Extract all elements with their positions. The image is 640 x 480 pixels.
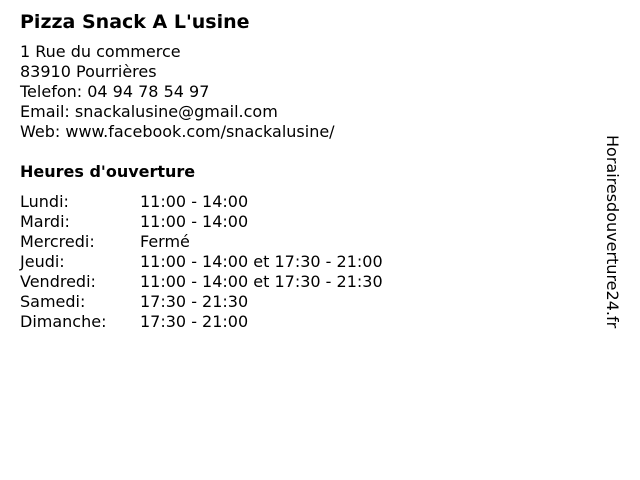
day-hours: 17:30 - 21:30 xyxy=(140,292,249,311)
hours-row-monday xyxy=(20,192,383,212)
day-label: Mardi: xyxy=(20,212,70,231)
day-label: Samedi: xyxy=(20,292,86,311)
day-label: Jeudi: xyxy=(20,252,65,271)
phone-line: Telefon: 04 94 78 54 97 xyxy=(20,82,210,101)
day-label: Vendredi: xyxy=(20,272,96,291)
day-hours: Fermé xyxy=(140,232,190,251)
day-hours: 11:00 - 14:00 xyxy=(140,212,249,231)
business-card xyxy=(20,10,590,332)
address-city: 83910 Pourrières xyxy=(20,62,157,81)
hours-row-tuesday xyxy=(20,212,383,232)
site-watermark: Horairesdouverture24.fr xyxy=(603,135,622,329)
hours-row-wednesday xyxy=(20,232,383,252)
hours-row-friday xyxy=(20,272,383,292)
day-hours: 11:00 - 14:00 et 17:30 - 21:30 xyxy=(140,272,383,291)
day-hours: 11:00 - 14:00 et 17:30 - 21:00 xyxy=(140,252,383,271)
day-label: Lundi: xyxy=(20,192,69,211)
opening-hours-title: Heures d'ouverture xyxy=(20,162,196,181)
day-hours: 17:30 - 21:00 xyxy=(140,312,249,331)
web-line: Web: www.facebook.com/snackalusine/ xyxy=(20,122,335,141)
day-hours: 11:00 - 14:00 xyxy=(140,192,249,211)
email-line: Email: snackalusine@gmail.com xyxy=(20,102,278,121)
hours-row-thursday xyxy=(20,252,383,272)
hours-row-saturday xyxy=(20,292,383,312)
day-label: Mercredi: xyxy=(20,232,95,251)
day-label: Dimanche: xyxy=(20,312,107,331)
hours-row-sunday xyxy=(20,312,383,332)
business-name: Pizza Snack A L'usine xyxy=(20,11,250,33)
opening-hours-table xyxy=(20,192,383,332)
address-street: 1 Rue du commerce xyxy=(20,42,181,61)
